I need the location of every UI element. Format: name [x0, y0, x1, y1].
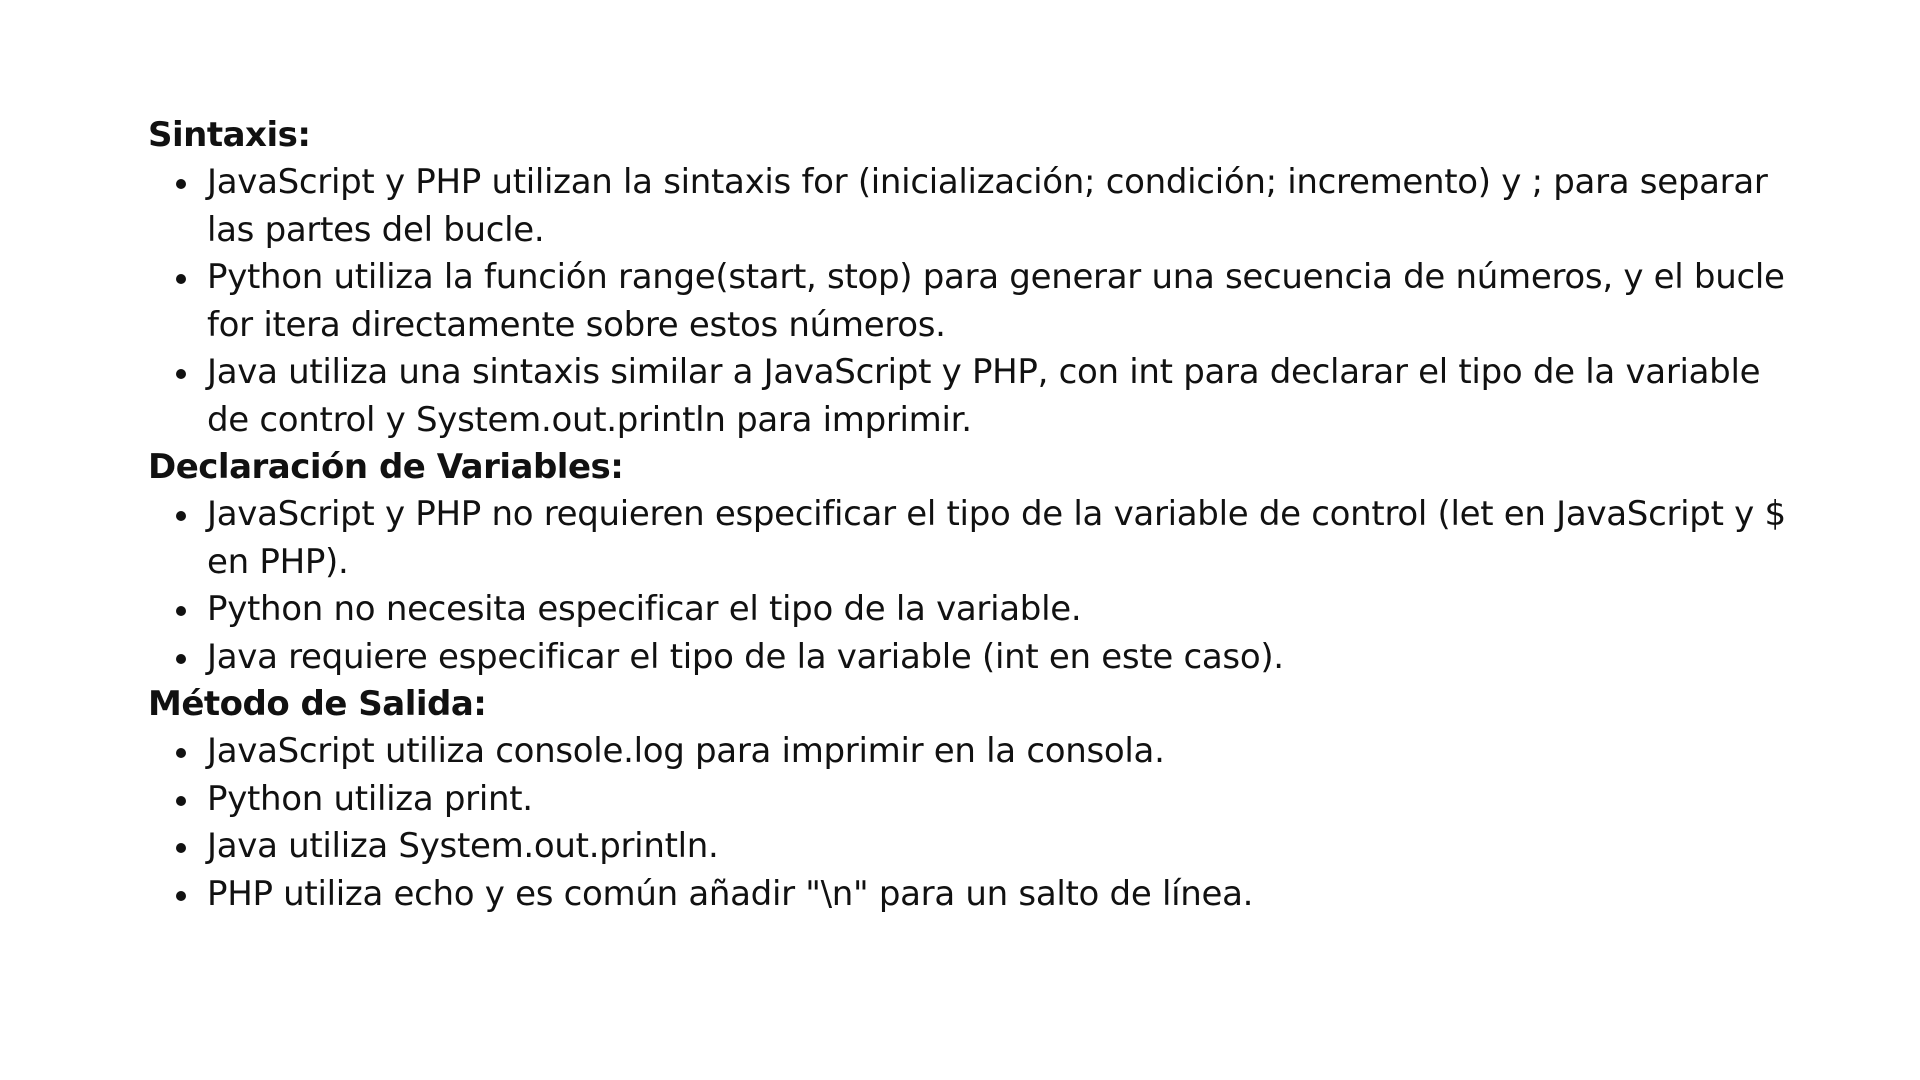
bullet-icon [176, 843, 186, 853]
section-title-metodo-salida: Método de Salida: [148, 684, 487, 724]
bullet-list-declaracion [148, 491, 1798, 681]
bullet-icon [176, 606, 186, 616]
list-item [207, 349, 1798, 444]
bullet-icon [176, 274, 186, 284]
list-item-text: Java requiere especificar el tipo de la variable (int en este caso). [207, 636, 1284, 677]
list-item [207, 871, 1798, 919]
bullet-list-metodo-salida [148, 728, 1798, 918]
list-item [207, 159, 1798, 254]
list-item-text: Java utiliza una sintaxis similar a JavaScript y PHP, con int para declarar el tipo de la variable de control y System.out.println para imprimir. [207, 352, 1761, 440]
bullet-icon [176, 654, 186, 664]
list-item-text: JavaScript utiliza console.log para imprimir en la consola. [207, 731, 1165, 771]
list-item-text: PHP utiliza echo y es común añadir "\n" para un salto de línea. [207, 873, 1254, 914]
section-title-declaracion: Declaración de Variables: [148, 447, 624, 487]
bullet-icon [176, 748, 186, 758]
list-item [207, 491, 1798, 586]
list-item-text: Python no necesita especificar el tipo de la variable. [207, 589, 1082, 629]
section-title-sintaxis: Sintaxis: [148, 115, 311, 155]
list-item-text: JavaScript y PHP utilizan la sintaxis for (inicialización; condición; incremento) y ; para separar las partes del bucle. [207, 162, 1768, 250]
list-item-text: Python utiliza la función range(start, stop) para generar una secuencia de números, y el bucle for itera directamente sobre estos números. [207, 257, 1785, 345]
bullet-icon [176, 891, 186, 901]
list-item [207, 254, 1798, 349]
document-body [148, 112, 1798, 918]
list-item [207, 634, 1798, 682]
list-item-text: JavaScript y PHP no requieren especificar el tipo de la variable de control (let en JavaScript y $ en PHP). [207, 494, 1786, 582]
list-item [207, 776, 1798, 824]
bullet-list-sintaxis [148, 159, 1798, 444]
list-item-text: Java utiliza System.out.println. [207, 826, 719, 866]
bullet-icon [176, 796, 186, 806]
list-item [207, 586, 1798, 634]
list-item-text: Python utiliza print. [207, 778, 533, 819]
bullet-icon [176, 511, 186, 521]
bullet-icon [176, 179, 186, 189]
bullet-icon [176, 369, 186, 379]
list-item [207, 823, 1798, 871]
list-item [207, 728, 1798, 776]
